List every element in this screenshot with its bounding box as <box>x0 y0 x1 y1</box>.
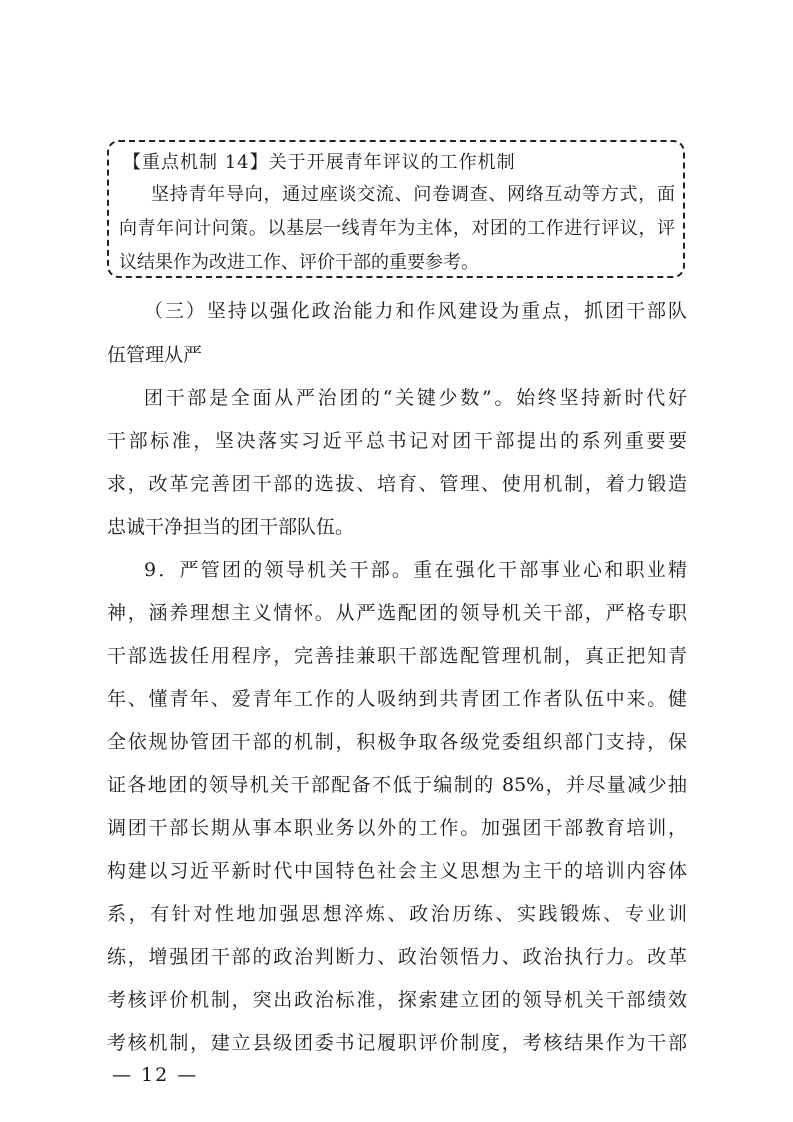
paragraph-line: 干部标准，坚决落实习近平总书记对团干部提出的系列重要要 <box>107 430 687 452</box>
paragraph-line: 构建以习近平新时代中国特色社会主义思想为主干的培训内容体 <box>107 860 687 882</box>
paragraph-line: 干部选拔任用程序，完善挂兼职干部选配管理机制，真正把知青 <box>107 645 687 667</box>
page-number: — 12 — <box>112 1064 199 1086</box>
key-mechanism-callout-box <box>107 140 685 278</box>
paragraph-line: 年、懂青年、爱青年工作的人吸纳到共青团工作者队伍中来。健 <box>107 688 687 710</box>
paragraph-line: 团干部是全面从严治团的“关键少数”。始终坚持新时代好 <box>144 387 687 409</box>
paragraph-line: 调团干部长期从事本职业务以外的工作。加强团干部教育培训， <box>107 817 687 839</box>
paragraph-line: 证各地团的领导机关干部配备不低于编制的 85%，并尽量减少抽 <box>107 774 687 796</box>
callout-title: 【重点机制 14】关于开展青年评议的工作机制 <box>123 152 516 173</box>
paragraph-line: 9．严管团的领导机关干部。重在强化干部事业心和职业精 <box>144 559 687 581</box>
section-heading: （三）坚持以强化政治能力和作风建设为重点，抓团干部队 <box>144 300 687 322</box>
paragraph-line: 考核机制，建立县级团委书记履职评价制度，考核结果作为干部 <box>107 1032 687 1054</box>
paragraph-line: 忠诚干净担当的团干部队伍。 <box>107 516 355 538</box>
paragraph-line: 神，涵养理想主义情怀。从严选配团的领导机关干部，严格专职 <box>107 602 687 624</box>
callout-text-line: 向青年问计问策。以基层一线青年为主体，对团的工作进行评议，评 <box>119 218 675 239</box>
paragraph-line: 求，改革完善团干部的选拔、培育、管理、使用机制，着力锻造 <box>107 473 687 495</box>
paragraph-line: 练，增强团干部的政治判断力、政治领悟力、政治执行力。改革 <box>107 946 687 968</box>
paragraph-line: 考核评价机制，突出政治标准，探索建立团的领导机关干部绩效 <box>107 989 687 1011</box>
paragraph-line: 系，有针对性地加强思想淬炼、政治历练、实践锻炼、专业训 <box>107 903 687 925</box>
paragraph-line: 全依规协管团干部的机制，积极争取各级党委组织部门支持，保 <box>107 731 687 753</box>
callout-text-line: 坚持青年导向，通过座谈交流、问卷调查、网络互动等方式，面 <box>151 184 675 205</box>
section-heading-continued: 伍管理从严 <box>107 344 203 366</box>
callout-text-line: 议结果作为改进工作、评价干部的重要参考。 <box>119 252 479 273</box>
